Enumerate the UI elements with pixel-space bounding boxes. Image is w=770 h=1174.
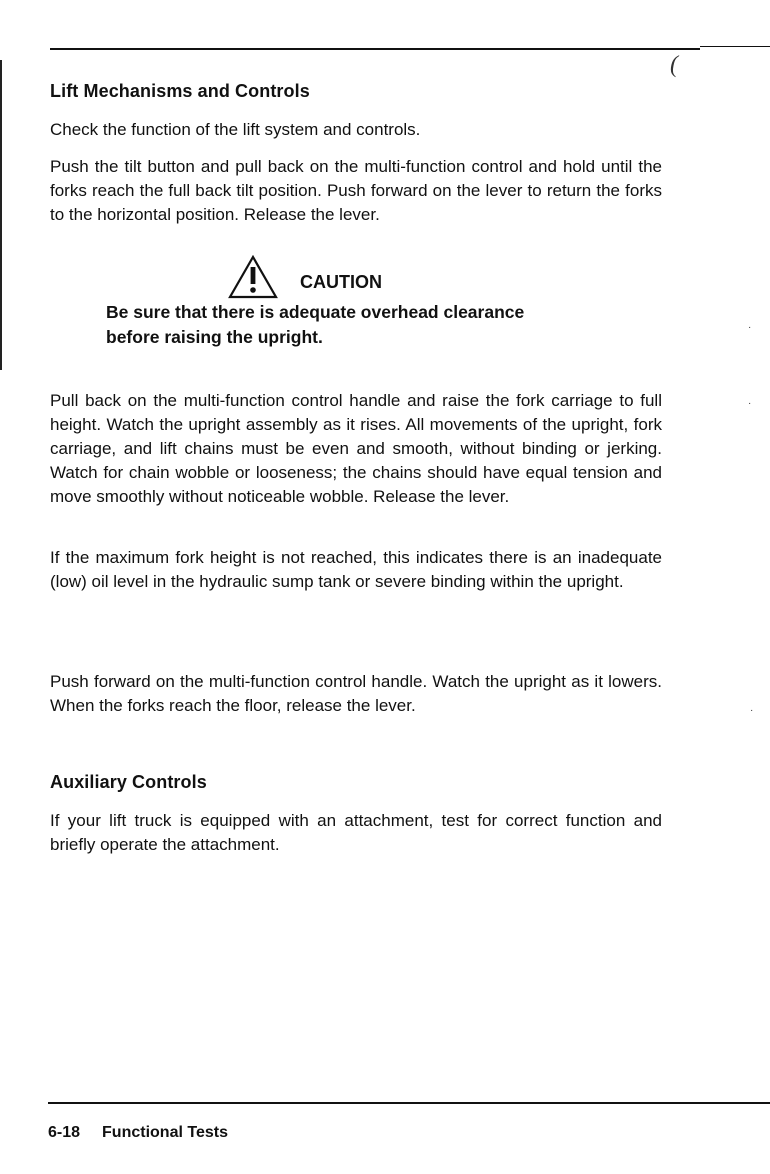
paragraph: Pull back on the multi-function control handle and raise the fork carriage to full height. Watch the upright assembly as it rises. All movements of the upright, fork carriage, and lift chains must be even and smooth, without binding or jerking. Watch for chain wobble or looseness; the chains should have equal tension and move smoothly without noticeable wobble. Release the lever. [50, 391, 662, 506]
header-rule-right [700, 46, 770, 47]
paragraph: Check the function of the lift system and controls. [50, 120, 421, 139]
margin-speck: · [750, 705, 754, 716]
footer-section-title: Functional Tests [102, 1124, 228, 1141]
header-rule [50, 48, 700, 50]
margin-speck: · [748, 322, 752, 333]
caution-label: CAUTION [300, 272, 382, 292]
caution-message [106, 300, 626, 350]
page-edge-bar [0, 60, 2, 370]
section-heading-auxiliary: Auxiliary Controls [50, 772, 207, 792]
warning-triangle-icon [228, 255, 278, 299]
page-number: 6-18 [48, 1124, 81, 1141]
caution-line: Be sure that there is adequate overhead clearance [106, 302, 525, 322]
footer-rule [48, 1102, 770, 1104]
paragraph: If your lift truck is equipped with an attachment, test for correct function and briefly operate the attachment. [50, 811, 662, 854]
caution-line: before raising the upright. [106, 327, 323, 347]
paragraph: Push the tilt button and pull back on the multi-function control and hold until the forks reach the full back tilt position. Push forward on the lever to return the forks to the horizontal position. Release the lever. [50, 157, 662, 224]
caution-header [228, 255, 382, 299]
margin-mark: ( [670, 52, 678, 78]
paragraph: If the maximum fork height is not reached, this indicates there is an inadequate (low) oil level in the hydraulic sump tank or severe binding within the upright. [50, 548, 662, 591]
section-heading-lift: Lift Mechanisms and Controls [50, 81, 310, 101]
margin-speck: · [748, 398, 752, 409]
paragraph: Push forward on the multi-function control handle. Watch the upright as it lowers. When the forks reach the floor, release the lever. [50, 672, 662, 715]
page-footer [48, 1124, 228, 1142]
